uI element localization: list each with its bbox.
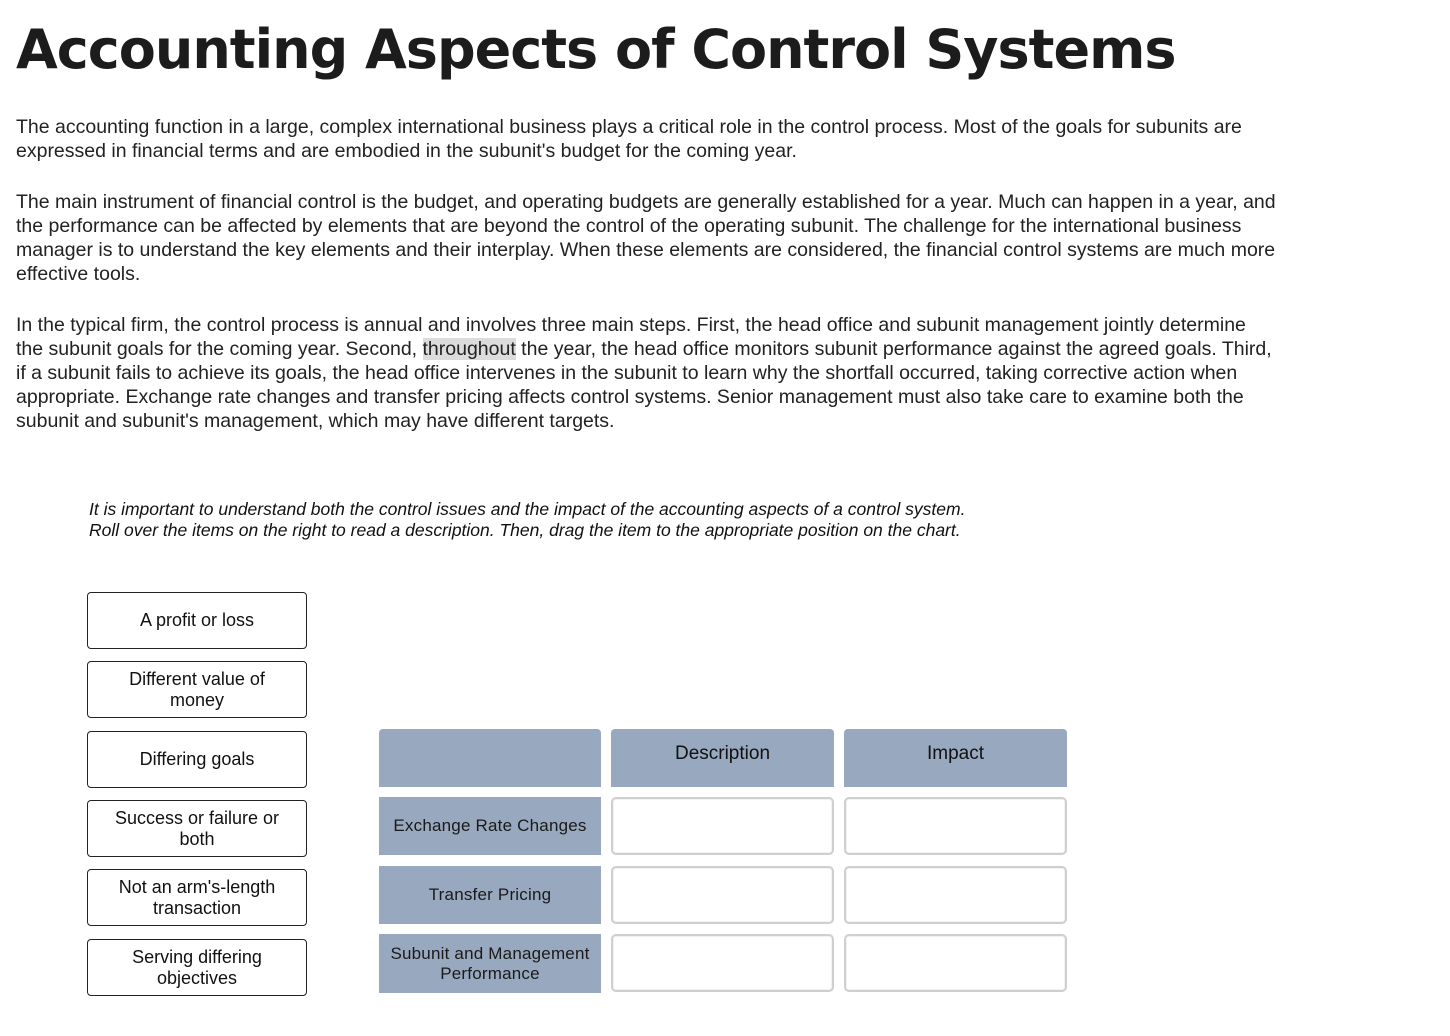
drag-item-label: Serving differing objectives [132, 946, 262, 988]
drag-item-label: Not an arm's-length transaction [118, 876, 276, 918]
drag-item-differing-goals[interactable] [87, 731, 307, 788]
chart-corner-header [379, 729, 601, 787]
drag-item-different-value-of-money[interactable] [87, 661, 307, 718]
instruction-line: It is important to understand both the control issues and the impact of the accounting aspects of a control system. [89, 499, 966, 519]
drop-zone-exchange-description[interactable] [611, 797, 834, 855]
drag-item-label: Differing goals [139, 749, 255, 769]
drop-zone-transfer-description[interactable] [611, 866, 834, 924]
drag-item-serving-differing-objectives[interactable] [87, 939, 307, 996]
drop-zone-exchange-impact[interactable] [844, 797, 1067, 855]
drag-item-label: Different value of money [129, 668, 265, 710]
control-process-paragraph [16, 313, 1278, 433]
drop-zone-subunit-description[interactable] [611, 934, 834, 992]
highlighted-word: throughout [422, 338, 516, 360]
chart-row-exchange-rate-changes: Exchange Rate Changes [379, 797, 601, 855]
budget-paragraph: The main instrument of financial control is the budget, and operating budgets are generally established for a year. Much can happen in a year, and the performance can be affected by elements that are beyond the control of the operating subunit. The challenge for the international business manager is to understand the key elements and their interplay. When these elements are considered, the financial control systems are much more effective tools. [16, 191, 1276, 285]
drop-zone-subunit-impact[interactable] [844, 934, 1067, 992]
chart-row-transfer-pricing: Transfer Pricing [379, 866, 601, 924]
intro-paragraph: The accounting function in a large, complex international business plays a critical role in the control process. Most of the goals for subunits are expressed in financial terms and are embodied in the subunit's budget for the coming year. [16, 116, 1242, 162]
drop-zone-transfer-impact[interactable] [844, 866, 1067, 924]
paragraph-text-before: In the typical firm, the control process is annual and involves three main steps. First, the head office and subunit management jointly determine the subunit goals for the coming year. Second, [16, 314, 1246, 360]
instruction-line: Roll over the items on the right to read a description. Then, drag the item to the appropriate position on the chart. [89, 520, 961, 540]
drag-item-label: A profit or loss [139, 610, 255, 630]
drag-item-profit-or-loss[interactable] [87, 592, 307, 649]
chart-row-subunit-management-performance: Subunit and Management Performance [379, 934, 601, 993]
drag-item-not-arms-length[interactable] [87, 869, 307, 926]
page-title: Accounting Aspects of Control Systems [16, 18, 1176, 81]
chart-header-description: Description [611, 729, 834, 787]
paragraph-text-after: the year, the head office monitors subunit performance against the agreed goals. Third, if a subunit fails to achieve its goals, the head office intervenes in the subunit to learn why the shortfall occurred, taking corrective action when appropriate. Exchange rate changes and transfer pricing affects control systems. Senior management must also take care to examine both the subunit and subunit's management, which may have different targets. [16, 338, 1272, 432]
chart-header-impact: Impact [844, 729, 1067, 787]
drag-item-success-or-failure[interactable] [87, 800, 307, 857]
drag-item-label: Success or failure or both [114, 807, 280, 849]
activity-instructions [89, 499, 1189, 541]
